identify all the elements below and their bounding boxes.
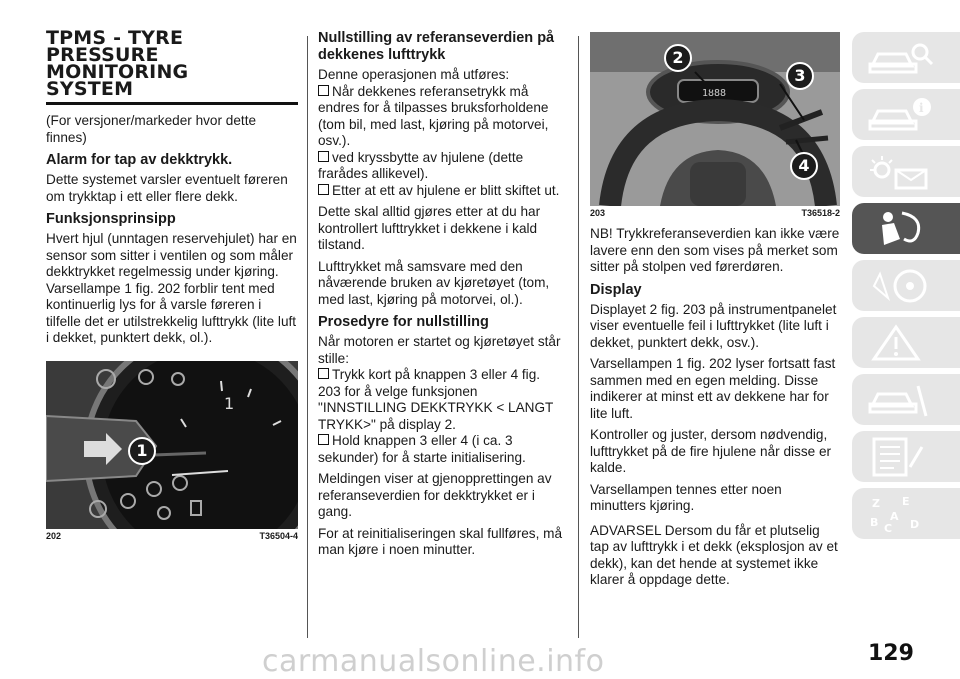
specs-list-icon [866, 437, 936, 477]
bullet-text: ved kryssbytte av hjulene (dette frarådes allikevel). [318, 149, 524, 181]
car-tools-icon [866, 380, 936, 420]
intro-text: (For versjoner/markeder hvor dette finnes) [46, 113, 257, 145]
tab-car-info[interactable] [852, 89, 960, 140]
nb-text: NB! Trykkreferanseverdien kan ikke være lavere enn den som vises på merket som sitter på stolpen ved førerdøren. [590, 226, 840, 274]
display-text-1: Displayet 2 fig. 203 på instrumentpanelet viser eventuelle feil i lufttrykket (lite luft i dekket, punktert dekk, osv.). [590, 301, 837, 350]
title-divider [46, 102, 298, 105]
svg-text:1888: 1888 [702, 88, 727, 99]
svg-text:D: D [910, 518, 920, 531]
column-3 [590, 30, 840, 594]
svg-text:Z: Z [872, 497, 880, 510]
chapter-tabs [852, 32, 960, 545]
page-number: 129 [868, 641, 914, 666]
procedure-intro: Når motoren er startet og kjøretøyet står stille: [318, 334, 561, 366]
reset-bullet [318, 84, 566, 150]
display-text-4: Varsellampen tennes etter noen minutters kjøring. [590, 481, 782, 513]
checkbox-bullet-icon [318, 184, 329, 195]
title-line: MONITORING [46, 61, 189, 83]
column-divider [578, 36, 579, 638]
bullet-text: Etter at ett av hjulene er blitt skiftet ut. [332, 182, 560, 198]
svg-text:E: E [902, 495, 910, 508]
figure-code: T36518-2 [801, 208, 840, 218]
figure-number: 203 [590, 208, 606, 218]
procedure-heading: Prosedyre for nullstilling [318, 314, 489, 330]
bullet-text: Trykk kort på knappen 3 eller 4 fig. 203 for å velge funksjonen "INNSTILLING DEKKTRYKK < LANGT TRYKK>" på display 2. [318, 367, 554, 432]
svg-text:B: B [870, 516, 879, 529]
column-1 [46, 27, 298, 549]
checkbox-bullet-icon [318, 85, 329, 96]
car-info-icon [866, 95, 936, 135]
watermark-text: carmanualsonline.info [262, 644, 605, 679]
tab-car-search[interactable] [852, 32, 960, 83]
reset-bullet [318, 183, 566, 200]
figure-code: T36504-4 [259, 530, 298, 541]
tab-maintenance[interactable] [852, 374, 960, 425]
function-heading: Funksjonsprinsipp [46, 211, 176, 227]
alphabet-index-icon [866, 494, 936, 534]
alarm-text: Dette systemet varsler eventuelt føreren om trykktap i ett eller flere dekk. [46, 172, 288, 204]
callout-4: 4 [790, 152, 818, 180]
steering-wheel-icon [866, 266, 936, 306]
function-text: Hvert hjul (unntagen reservehjulet) har en sensor som sitter i ventilen og som måler dekktrykket regelmessig under kjøring. Varsellampe 1 fig. 202 forblir tent med kontinuerlig lys for å varsle føreren i tilfelle det er utilstrekkelig lufttrykk (lite luft i dekket, punktert dekk, ol.). [46, 231, 297, 345]
checkbox-bullet-icon [318, 368, 329, 379]
reset-heading: Nullstilling av referanseverdien på dekkenes lufttrykk [318, 30, 555, 63]
display-heading: Display [590, 281, 642, 298]
figure-203-steering-image [590, 32, 840, 206]
bullet-text: Hold knappen 3 eller 4 (i ca. 3 sekunder) for å starte initialisering. [318, 433, 526, 465]
column-divider [307, 36, 308, 638]
airbag-seat-icon [866, 209, 936, 249]
procedure-note-2: For at reinitialiseringen skal fullføres, må man kjøre i noen minutter. [318, 525, 563, 557]
tab-driving[interactable] [852, 260, 960, 311]
warning-text: ADVARSEL Dersom du får et plutselig tap av lufttrykk i et dekk (eksplosjon av et dekk), kan det hende at systemet ikke klarer å oppdage dette. [590, 522, 838, 587]
tab-emergency[interactable] [852, 317, 960, 368]
procedure-bullet [318, 433, 566, 466]
reset-intro: Denne operasjonen må utføres: [318, 67, 510, 82]
procedure-note: Meldingen viser at gjenopprettingen av referanseverdien for dekktrykket er i gang. [318, 471, 552, 519]
tab-specifications[interactable] [852, 431, 960, 482]
page-title [46, 27, 298, 100]
display-text-2: Varsellampen 1 fig. 202 lyser fortsatt fast sammen med en egen melding. Disse indikerer at minst ett av dekkene har for lite luft. [590, 356, 836, 421]
reset-note-2: Lufttrykket må samsvare med den nåværende bruken av kjøretøyet (tom, med last, kjøring på motorvei, ol.). [318, 258, 550, 307]
svg-text:A: A [890, 510, 899, 523]
figure-caption [590, 208, 840, 218]
gauge-number: 1 [224, 393, 235, 413]
car-magnifier-icon [866, 38, 936, 78]
tab-index[interactable] [852, 488, 960, 539]
dashboard-gauge-illustration [46, 361, 298, 529]
reset-note: Dette skal alltid gjøres etter at du har kontrollert lufttrykket i dekkene i kald tilstand. [318, 204, 541, 252]
callout-1: 1 [128, 437, 156, 465]
column-2 [318, 30, 566, 564]
procedure-bullet [318, 367, 566, 433]
light-message-icon [866, 152, 936, 192]
title-line: SYSTEM [46, 78, 134, 100]
bullet-text: Når dekkenes referansetrykk må endres for å tilpasses bruksforholdene (tom bil, med last, kjøring på motorvei, osv.). [318, 83, 549, 148]
tab-safety[interactable] [852, 203, 960, 254]
tab-lights-messages[interactable] [852, 146, 960, 197]
alarm-heading: Alarm for tap av dekktrykk. [46, 152, 233, 168]
title-line: TPMS - TYRE [46, 27, 184, 49]
callout-3: 3 [786, 62, 814, 90]
svg-text:i: i [919, 101, 924, 115]
reset-bullet [318, 150, 566, 183]
callout-2: 2 [664, 44, 692, 72]
svg-text:C: C [884, 522, 893, 534]
figure-202-dashboard-image [46, 361, 298, 529]
figure-caption [46, 531, 298, 541]
checkbox-bullet-icon [318, 151, 329, 162]
figure-number: 202 [46, 530, 62, 541]
checkbox-bullet-icon [318, 434, 329, 445]
warning-triangle-icon [866, 323, 936, 363]
title-line: PRESSURE [46, 44, 159, 66]
display-text-3: Kontroller og juster, dersom nødvendig, lufttrykket på de fire hjulene når disse er kalde. [590, 427, 832, 475]
